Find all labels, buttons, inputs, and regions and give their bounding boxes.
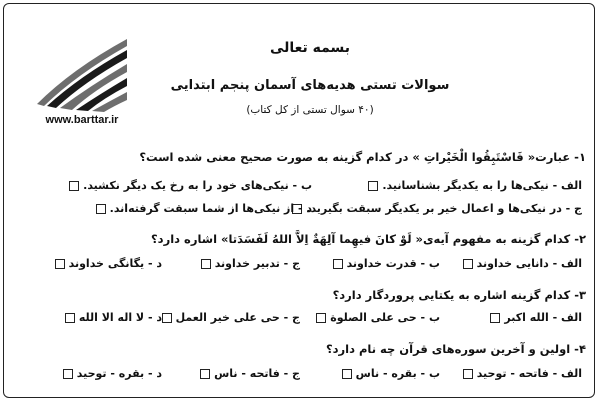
- checkbox[interactable]: [69, 181, 79, 191]
- question-4-option-b[interactable]: ب - بقره - ناس: [342, 367, 440, 380]
- question-2-option-d[interactable]: د - یگانگی خداوند: [55, 257, 162, 270]
- checkbox[interactable]: [342, 369, 352, 379]
- quiz-title: سوالات تستی هدیه‌های آسمان پنجم ابتدایی: [170, 78, 450, 93]
- checkbox[interactable]: [333, 259, 343, 269]
- logo-stripes-icon: [32, 34, 132, 112]
- question-3-option-a[interactable]: الف - الله اکبر: [490, 311, 582, 324]
- checkbox[interactable]: [316, 313, 326, 323]
- checkbox[interactable]: [63, 369, 73, 379]
- question-2-option-c[interactable]: ج - تدبیر خداوند: [201, 257, 300, 270]
- question-1-option-a[interactable]: الف - نیکی‌ها را به یکدیگر بشناسانید.: [368, 179, 582, 192]
- question-1-option-d[interactable]: د - از نیکی‌ها از شما سبقت گرفته‌اند.: [96, 202, 312, 215]
- checkbox[interactable]: [368, 181, 378, 191]
- question-3-option-b[interactable]: ب - حی علی الصلوة: [316, 311, 440, 324]
- question-1-option-b[interactable]: ب - نیکی‌های خود را به رخ یک دیگر نکشید.: [69, 179, 312, 192]
- checkbox[interactable]: [463, 259, 473, 269]
- question-2-option-b[interactable]: ب - قدرت خداوند: [333, 257, 440, 270]
- logo-url: www.barttar.ir: [45, 114, 119, 126]
- question-2-text: ۲- کدام گزینه به مفهوم آیه‌ی« لَوْ کانَ فیهِما آلِهَةٌ اِلاَّ اللهُ لَفَسَدَتا» اشاره دارد؟: [151, 232, 586, 246]
- question-4-text: ۴- اولین و آخرین سوره‌های قرآن چه نام دارد؟: [325, 342, 586, 356]
- question-3-option-c[interactable]: ج - حی علی خیر العمل: [162, 311, 300, 324]
- question-3-text: ۳- کدام گزینه اشاره به یکتایی پروردگار دارد؟: [332, 288, 586, 302]
- checkbox[interactable]: [490, 313, 500, 323]
- question-1-text: ۱- عبارت« فَاسْتَبِقُوا الْخَیْراتِ » در کدام گزینه به صورت صحیح معنی شده است؟: [139, 150, 586, 164]
- barttar-logo: [22, 34, 142, 134]
- question-4-option-d[interactable]: د - بقره - توحید: [63, 367, 162, 380]
- question-4-option-c[interactable]: ج - فاتحه - ناس: [200, 367, 300, 380]
- question-3-option-d[interactable]: د - لا اله الا الله: [65, 311, 162, 324]
- checkbox[interactable]: [162, 313, 172, 323]
- checkbox[interactable]: [463, 369, 473, 379]
- question-1-option-c[interactable]: ج - در نیکی‌ها و اعمال خیر بر یکدیگر سبقت بگیرید.: [292, 202, 582, 215]
- checkbox[interactable]: [55, 259, 65, 269]
- question-4-option-a[interactable]: الف - فاتحه - توحید: [463, 367, 582, 380]
- question-2-option-a[interactable]: الف - دانایی خداوند: [463, 257, 582, 270]
- basmala-heading: بسمه تعالی: [269, 40, 351, 56]
- checkbox[interactable]: [65, 313, 75, 323]
- checkbox[interactable]: [201, 259, 211, 269]
- quiz-subtitle: (۴۰ سوال تستی از کل کتاب): [246, 104, 374, 116]
- checkbox[interactable]: [96, 204, 106, 214]
- checkbox[interactable]: [200, 369, 210, 379]
